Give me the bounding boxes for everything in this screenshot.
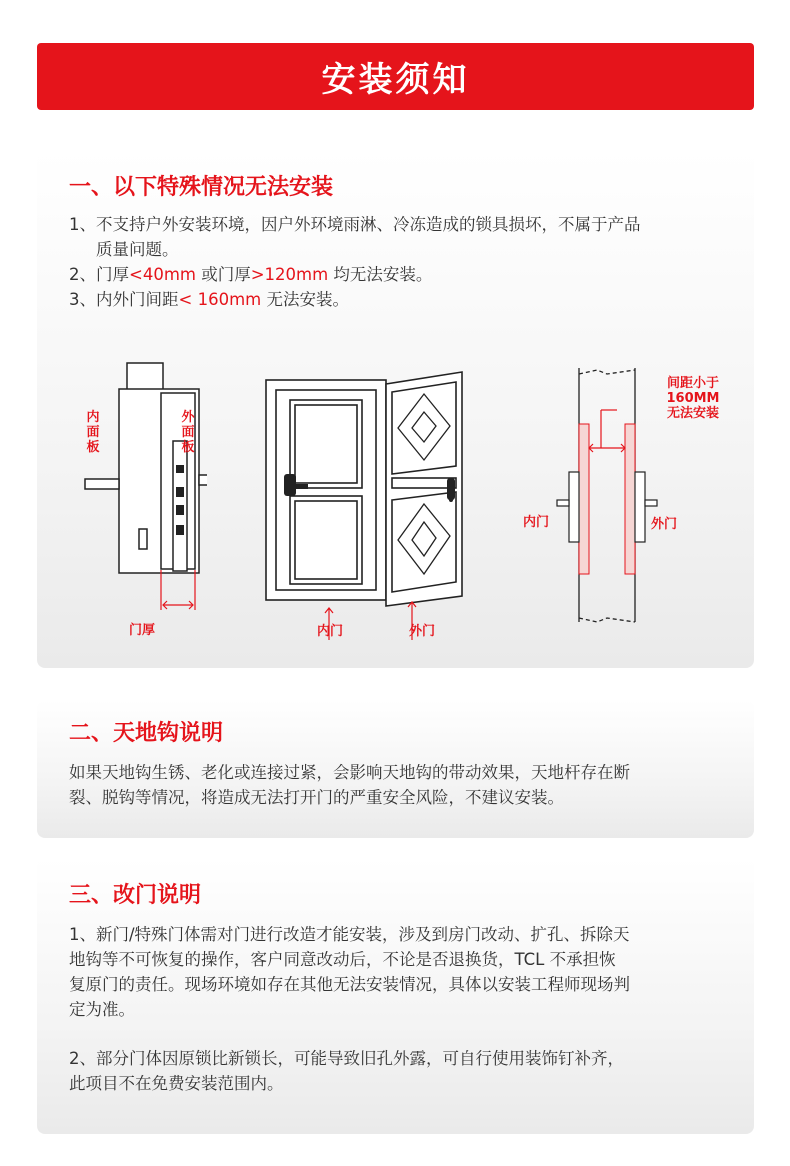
label-door-thickness: 门厚: [129, 623, 156, 638]
section-body: 如果天地钩生锈、老化或连接过紧，会影响天地钩的带动效果，天地杆存在断 裂、脱钩等情况，将造成无法打开门的严重安全风险，不建议安装。: [69, 763, 630, 807]
section-card-door-modification: [37, 858, 754, 1134]
page-title: 安装须知: [321, 60, 470, 100]
label-right-outer-door: 外门: [651, 517, 678, 532]
section-heading: 二、天地钩说明: [69, 721, 224, 746]
section-card-sky-earth-hook: [37, 700, 754, 838]
section-heading: 三、改门说明: [69, 883, 202, 908]
label-right-inner-door: 内门: [523, 515, 550, 530]
double-door-diagram: [262, 370, 512, 650]
list-item-1: 1、不支持户外安装环境，因户外环境雨淋、冷冻造成的锁具损坏，不属于产品 质量问题。: [69, 215, 641, 259]
label-inner-door: 内门: [317, 624, 344, 639]
section-body: [69, 212, 739, 312]
list-item-2: 2、门厚<40mm 或门厚>120mm 均无法安装。: [69, 265, 433, 284]
door-gap-diagram: [517, 360, 667, 630]
section-heading: 一、以下特殊情况无法安装: [69, 175, 334, 200]
paragraph-2: 2、部分门体因原锁比新锁长，可能导致旧孔外露，可自行使用装饰钉补齐， 此项目不在免费安装范围内。: [69, 1049, 624, 1093]
section-card-installation-limits: [37, 150, 754, 668]
label-outer-panel: 外面板: [181, 410, 195, 455]
list-item-3: 3、内外门间距< 160mm 无法安装。: [69, 290, 349, 309]
label-inner-panel: 内面板: [86, 410, 100, 455]
lock-side-diagram: [77, 355, 207, 635]
label-outer-door: 外门: [409, 624, 436, 639]
label-gap-warning: 间距小于 160MM 无法安装: [666, 376, 720, 421]
paragraph-1: 1、新门/特殊门体需对门进行改造才能安装，涉及到房门改动、扩孔、拆除天 地钩等不可恢复的操作，客户同意改动后，不论是否退换货，TCL 不承担恢 复原门的责任。现场环境如存在其他无法安装情况，具体以安装工程师现场判 定为准。: [69, 925, 630, 1019]
title-banner: [37, 43, 754, 110]
